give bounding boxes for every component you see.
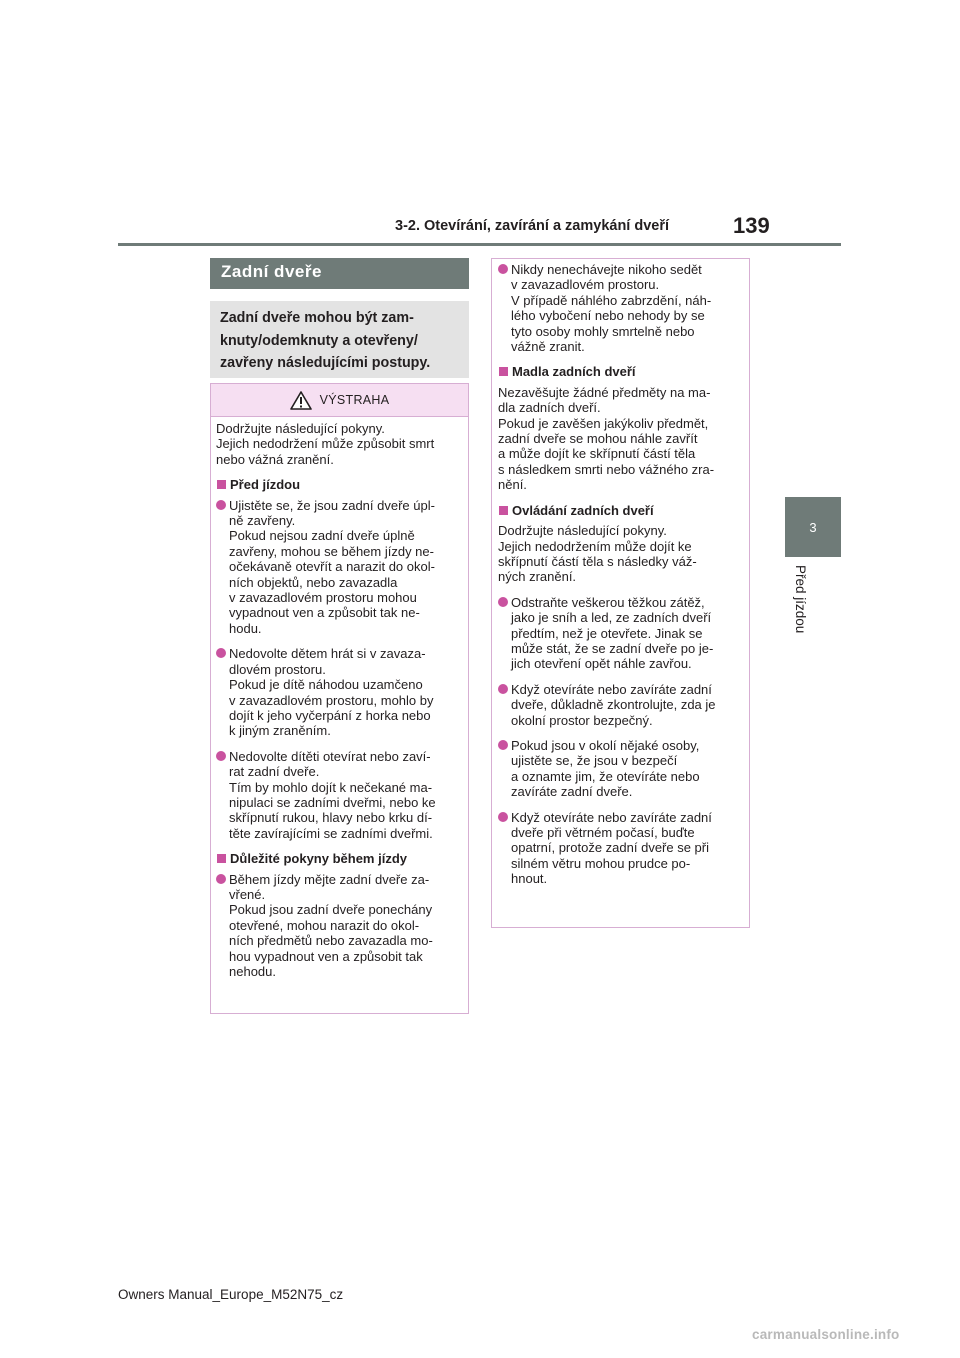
text-line: jich otevření opět náhle zavřou. <box>511 656 692 672</box>
text-line: v zavazadlovém prostoru. <box>511 277 660 293</box>
list-item <box>498 738 743 800</box>
subheading-label: Ovládání zadních dveří <box>512 502 654 518</box>
text-line: nipulaci se zadními dveřmi, nebo ke <box>229 794 436 810</box>
text-line: nebo vážná zranění. <box>216 451 334 467</box>
text-line: v zavazadlovém prostoru mohou <box>229 590 417 606</box>
text-line: k jiným zraněním. <box>229 723 331 739</box>
square-bullet-icon <box>217 480 226 489</box>
text-line: lého vybočení nebo nehody by se <box>511 308 705 324</box>
text-line: nění. <box>498 477 527 493</box>
text-line: ně zavřeny. <box>229 513 296 529</box>
text-line: Pokud je dítě náhodou uzamčeno <box>229 677 423 693</box>
text-line: může stát, že se zadní dveře po je- <box>511 640 714 656</box>
round-bullet-icon <box>498 740 508 750</box>
text-line: dlovém prostoru. <box>229 661 326 677</box>
text-line: skřípnutí rukou, hlavy nebo krku dí- <box>229 810 433 826</box>
section-heading: Zadní dveře <box>210 258 469 289</box>
intro-box <box>210 301 469 378</box>
text-line: Ujistěte se, že jsou zadní dveře úpl- <box>229 497 435 513</box>
subheading <box>498 503 743 518</box>
paragraph <box>498 385 743 493</box>
text-line: Pokud nejsou zadní dveře úplně <box>229 528 415 544</box>
text-line: zavřeny, mohou se během jízdy ne- <box>229 543 434 559</box>
text-line: rat zadní dveře. <box>229 764 320 780</box>
list-item <box>498 682 743 728</box>
text-line: okolní prostor bezpečný. <box>511 712 653 728</box>
subheading <box>216 851 462 866</box>
text-line: vypadnout ven a způsobit tak ne- <box>229 605 420 621</box>
text-line: zadní dveře se mohou náhle zavřít <box>498 431 698 447</box>
text-line: vřené. <box>229 886 266 902</box>
text-line: dla zadních dveří. <box>498 400 601 416</box>
round-bullet-icon <box>216 751 226 761</box>
round-bullet-icon <box>216 874 226 884</box>
round-bullet-icon <box>498 597 508 607</box>
intro-line: Zadní dveře mohou být zam- <box>220 310 414 326</box>
text-line: Pokud jsou v okolí nějaké osoby, <box>511 737 700 753</box>
text-line: očekávaně otevřít a narazit do okol- <box>229 559 435 575</box>
text-line: dveře při větrném počasí, buďte <box>511 825 695 840</box>
warning-intro <box>216 421 462 467</box>
text-line: Když otevíráte nebo zavíráte zadní <box>511 681 712 697</box>
list-item <box>216 872 462 980</box>
text-line: ních objektů, nebo zavazadla <box>229 574 398 590</box>
warning-triangle-icon <box>290 391 312 410</box>
text-line: skřípnutí částí těla s následky váž- <box>498 553 697 569</box>
paragraph <box>498 523 743 585</box>
text-line: v zavazadlovém prostoru, mohlo by <box>229 692 434 708</box>
chapter-tab-number: 3 <box>809 519 817 535</box>
text-line: hou vypadnout ven a způsobit tak <box>229 948 423 964</box>
warning-body <box>211 417 468 979</box>
text-line: silném větru mohou prudce po- <box>511 855 691 871</box>
subheading <box>216 477 462 492</box>
text-line: Dodržujte následující pokyny. <box>498 523 667 539</box>
intro-line: zavřeny následujícími postupy. <box>220 355 431 371</box>
list-item <box>216 646 462 738</box>
text-line: a oznamte jim, že otevíráte nebo <box>511 768 700 784</box>
text-line: Nedovolte dětem hrát si v zavaza- <box>229 646 426 662</box>
subheading-label: Madla zadních dveří <box>512 364 636 380</box>
warning-continuation-box <box>491 258 750 928</box>
text-line: a může dojít ke skřípnutí částí těla <box>498 446 696 462</box>
round-bullet-icon <box>498 684 508 694</box>
subheading-label: Před jízdou <box>230 477 301 493</box>
square-bullet-icon <box>499 506 508 515</box>
text-line: dveře, důkladně zkontrolujte, zda je <box>511 697 716 713</box>
warning-box <box>210 383 469 1014</box>
text-line: zavíráte zadní dveře. <box>511 784 633 800</box>
intro-line: knuty/odemknuty a otevřeny/ <box>220 332 418 349</box>
text-line: tyto osoby mohly smrtelně nebo <box>511 323 695 339</box>
text-line: Pokud je zavěšen jakýkoliv předmět, <box>498 415 709 431</box>
text-line: ních předmětů nebo zavazadla mo- <box>229 933 433 949</box>
square-bullet-icon <box>217 854 226 863</box>
text-line: dojít k jeho vyčerpání z horka nebo <box>229 707 431 723</box>
text-line: jako je sníh a led, ze zadních dveří <box>511 610 712 626</box>
text-line: ujistěte se, že jsou v bezpečí <box>511 753 678 769</box>
list-item <box>498 810 743 887</box>
chapter-tab-label: Před jízdou <box>793 565 808 634</box>
text-line: Nezavěšujte žádné předměty na ma- <box>498 384 711 400</box>
text-line: těte zavírajícími se zadními dveřmi. <box>229 825 433 841</box>
text-line: Jejich nedodržení může způsobit smrt <box>216 436 435 452</box>
watermark[interactable]: carmanualsonline.info <box>752 1327 900 1342</box>
text-line: s následkem smrti nebo vážného zra- <box>498 461 715 477</box>
round-bullet-icon <box>498 264 508 274</box>
text-line: vážně zranit. <box>511 339 585 355</box>
square-bullet-icon <box>499 367 508 376</box>
round-bullet-icon <box>216 500 226 510</box>
text-line: Když otevíráte nebo zavíráte zadní <box>511 809 712 825</box>
text-line: opatrní, protože zadní dveře se při <box>511 840 710 856</box>
text-line: hnout. <box>511 871 548 887</box>
round-bullet-icon <box>216 648 226 658</box>
text-line: Pokud jsou zadní dveře ponechány <box>229 902 433 918</box>
page-number: 139 <box>733 213 770 238</box>
text-line: ných zranění. <box>498 569 577 585</box>
text-line: V případě náhlého zabrzdění, náh- <box>511 292 712 308</box>
warning-title: VÝSTRAHA <box>319 393 390 407</box>
subheading-label: Důležité pokyny během jízdy <box>230 851 407 867</box>
list-item <box>498 595 743 672</box>
text-line: Tím by mohlo dojít k nečekané ma- <box>229 779 433 795</box>
list-item <box>216 498 462 637</box>
text-line: hodu. <box>229 620 262 636</box>
header-rule <box>118 243 841 246</box>
chapter-title: 3-2. Otevírání, zavírání a zamykání dveří <box>395 218 670 234</box>
warning-header <box>211 384 468 417</box>
text-line: Dodržujte následující pokyny. <box>216 421 385 436</box>
text-line: předtím, než je otevřete. Jinak se <box>511 625 703 641</box>
footer-doc-id: Owners Manual_Europe_M52N75_cz <box>118 1287 344 1302</box>
chapter-tab[interactable] <box>785 497 841 557</box>
text-line: Nedovolte dítěti otevírat nebo zaví- <box>229 748 431 764</box>
text-line: Nikdy nenechávejte nikoho sedět <box>511 262 702 277</box>
subheading <box>498 364 743 379</box>
text-line: Jejich nedodržením může dojít ke <box>498 538 692 554</box>
round-bullet-icon <box>498 812 508 822</box>
text-line: Během jízdy mějte zadní dveře za- <box>229 871 430 887</box>
text-line: nehodu. <box>229 964 276 979</box>
text-line: otevřené, mohou narazit do okol- <box>229 917 420 933</box>
text-line: Odstraňte veškerou těžkou zátěž, <box>511 594 705 610</box>
list-item <box>498 262 743 354</box>
list-item <box>216 749 462 841</box>
